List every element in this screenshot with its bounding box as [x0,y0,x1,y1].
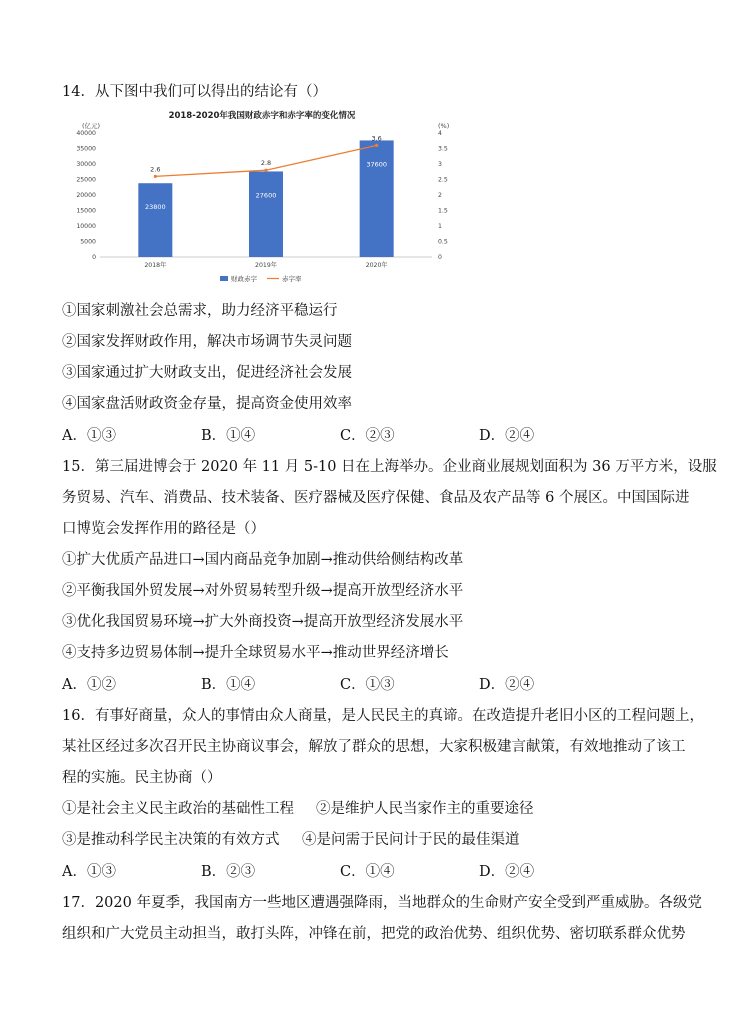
left-axis-unit: (亿元) [82,122,101,130]
deficit-chart [62,104,462,292]
left-tick-label: 40000 [76,130,96,138]
q14-item-3: ③国家通过扩大财政支出，促进经济社会发展 [62,365,352,381]
x-tick-label: 2019年 [255,262,277,269]
x-tick-label: 2018年 [144,262,167,269]
left-tick-label: 25000 [76,176,96,184]
q16-item-4: ④是问需于民问计于民的最佳渠道 [302,832,520,848]
legend-swatch-deficit [220,276,228,281]
q15-stem-line-2: 务贸易、汽车、消费品、技术装备、医疗器械及医疗保健、食品及农产品等 6 个展区。中国国际进 [62,490,690,506]
q15-item-2: ②平衡我国外贸发展→对外贸易转型升级→提高开放型经济水平 [62,583,464,599]
q14-item-4: ④国家盘活财政资金存量，提高资金使用效率 [62,396,352,412]
q17-stem-line-2: 组织和广大党员主动担当，敢打头阵，冲锋在前，把党的政治优势、组织优势、密切联系群众优势 [62,926,686,942]
right-tick-label: 2 [438,192,442,200]
left-tick-label: 35000 [76,145,96,153]
rate-point [154,175,157,178]
q16-stem-line-1: 16．有事好商量，众人的事情由众人商量，是人民民主的真谛。在改造提升老旧小区的工程问题上， [62,708,704,724]
q15-option-a[interactable]: A．①② [62,677,116,693]
right-axis-unit: (%) [438,122,450,130]
q16-item-1: ①是社会主义民主政治的基础性工程 [62,801,294,817]
bar-value-label: 27600 [255,191,277,200]
q17-stem-line-1: 17．2020 年夏季，我国南方一些地区遭遇强降雨，当地群众的生命财产安全受到严重威胁。各级党 [62,895,702,911]
rate-value-label: 3.6 [371,134,382,143]
q15-item-1: ①扩大优质产品进口→国内商品竞争加剧→推动供给侧结构改革 [62,552,464,568]
q14-option-c[interactable]: C．②③ [340,428,395,444]
chart-legend [220,274,302,283]
q14-option-d[interactable]: D．②④ [479,428,535,444]
right-tick-label: 3.5 [438,145,448,153]
q16-stem-line-2: 某社区经过多次召开民主协商议事会，解放了群众的思想，大家积极建言献策，有效地推动了该工 [62,739,686,755]
legend-label-deficit: 财政赤字 [231,275,257,283]
q16-stem-line-3: 程的实施。民主协商（） [62,770,222,786]
q14-stem: 14．从下图中我们可以得出的结论有（） [62,84,327,100]
q14-item-1: ①国家刺激社会总需求，助力经济平稳运行 [62,303,338,319]
q16-option-d[interactable]: D．②④ [479,864,535,880]
q16-option-a[interactable]: A．①③ [62,864,116,880]
bar-1 [138,183,172,257]
rate-value-label: 2.6 [150,165,161,174]
q15-stem-line-1: 15．第三届进博会于 2020 年 11 月 5-10 日在上海举办。企业商业展规划面积为 36 万平方米，设服 [62,459,717,475]
rate-point [264,169,267,172]
q16-option-b[interactable]: B．②③ [201,864,256,880]
q16-item-2: ②是维护人民当家作主的重要途径 [316,801,534,817]
q14-item-2: ②国家发挥财政作用，解决市场调节失灵问题 [62,334,352,350]
q14-option-a[interactable]: A．①③ [62,428,116,444]
right-tick-label: 0.5 [438,238,448,246]
legend-label-rate: 赤字率 [282,275,302,283]
right-tick-label: 3 [438,161,442,169]
right-tick-label: 1 [438,223,442,231]
q14-option-b[interactable]: B．①④ [201,428,256,444]
left-tick-label: 15000 [76,207,96,215]
rate-value-label: 2.8 [260,159,272,168]
bar-value-label: 37600 [366,160,388,169]
q16-item-3: ③是推动科学民主决策的有效方式 [62,832,280,848]
q15-item-3: ③优化我国贸易环境→扩大外商投资→提高开放型经济发展水平 [62,614,464,630]
left-tick-label: 0 [92,254,96,262]
left-tick-label: 20000 [76,192,96,200]
bar-value-label: 23800 [144,203,166,212]
rate-point [375,144,378,147]
bar-2 [249,171,283,257]
right-tick-label: 1.5 [438,207,448,215]
q16-option-c[interactable]: C．①④ [340,864,395,880]
chart-title: 2018-2020年我国财政赤字和赤字率的变化情况 [168,111,356,121]
left-tick-label: 30000 [76,161,96,169]
x-tick-label: 2020年 [365,262,388,269]
q15-stem-line-3: 口博览会发挥作用的路径是（） [62,521,265,537]
q15-item-4: ④支持多边贸易体制→提升全球贸易水平→推动世界经济增长 [62,645,449,661]
bar-3 [360,140,394,257]
q15-option-b[interactable]: B．①④ [201,677,256,693]
q15-option-c[interactable]: C．①③ [340,677,395,693]
right-tick-label: 0 [438,254,442,262]
left-tick-label: 5000 [80,238,96,246]
q15-option-d[interactable]: D．②④ [479,677,535,693]
left-tick-label: 10000 [76,223,96,231]
right-tick-label: 2.5 [438,176,448,184]
right-tick-label: 4 [438,130,442,138]
